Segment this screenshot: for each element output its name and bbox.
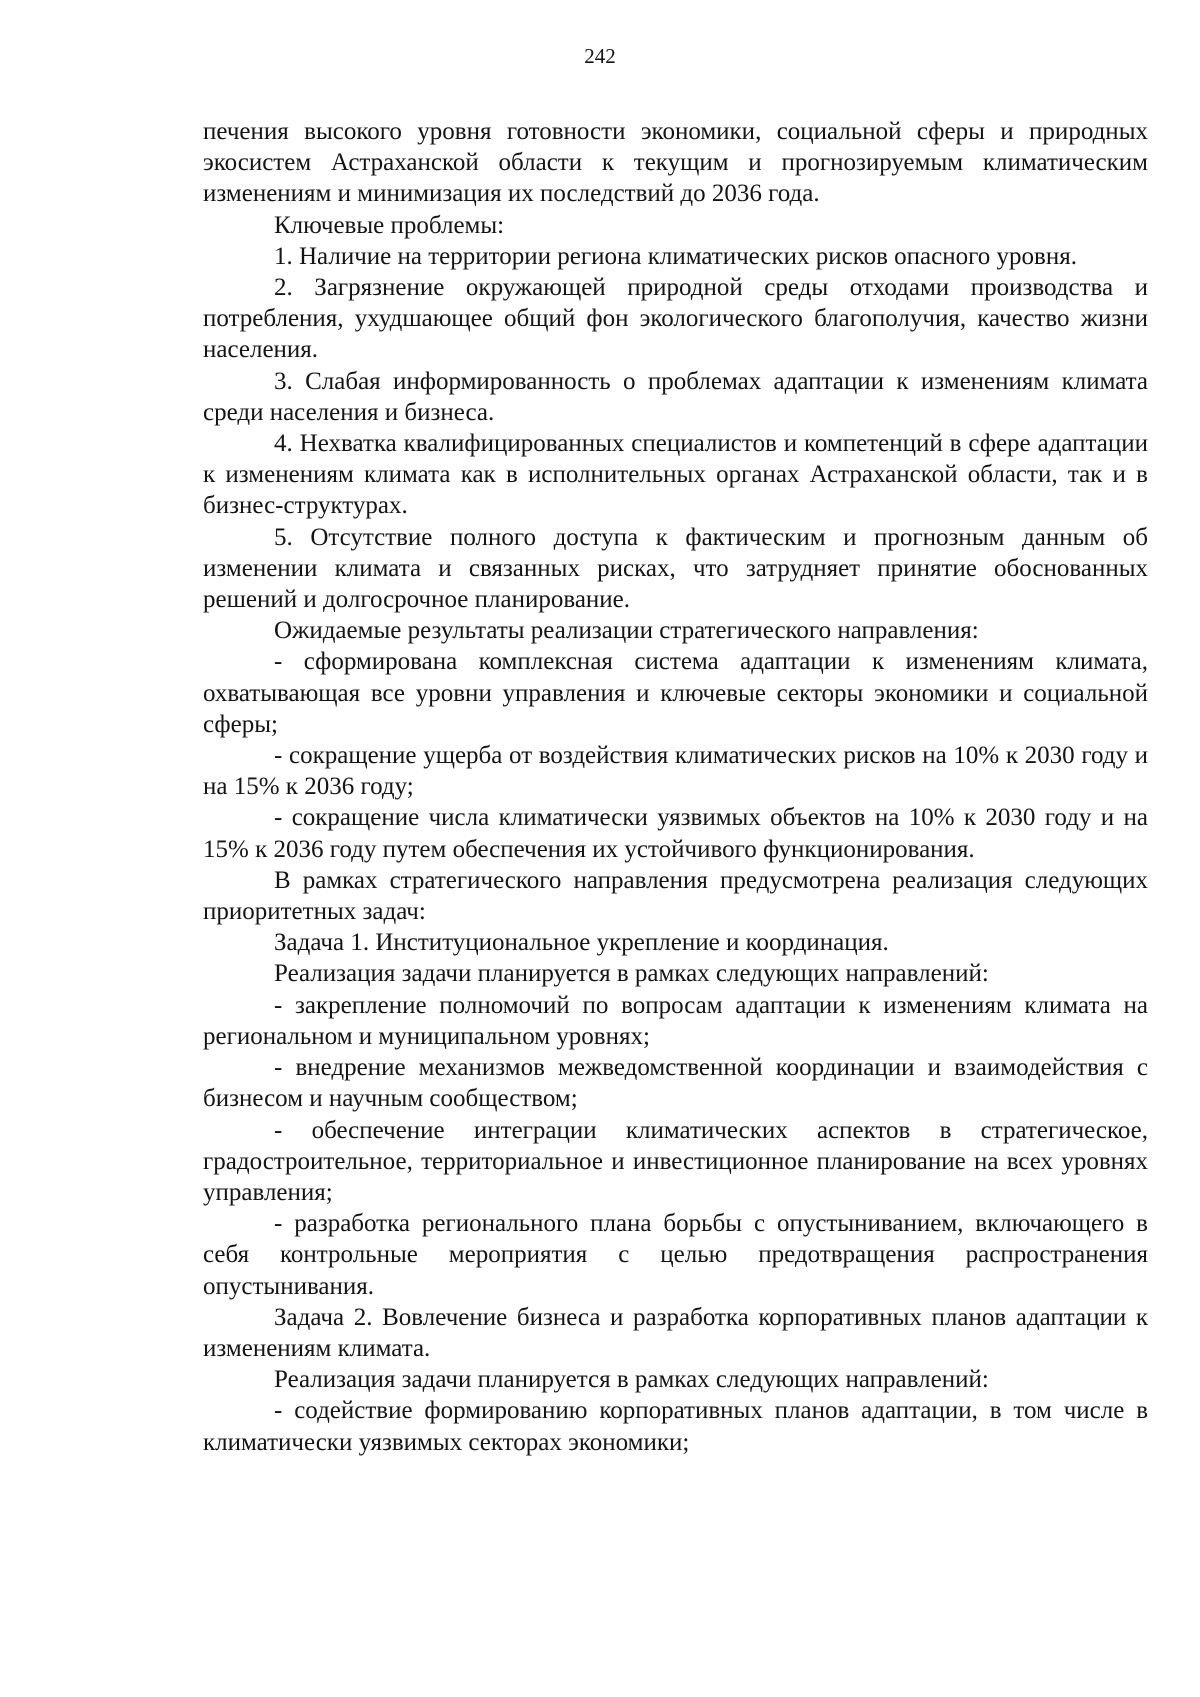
paragraph-result-3: - сокращение числа климатически уязвимых объектов на 10% к 2030 году и на 15% к 2036 году путем обеспечения их устойчивого функционирования. [203,804,1148,863]
paragraph-result-1: - сформирована комплексная система адаптации к изменениям климата, охватывающая все уровни управления и ключевые секторы экономики и социальной сферы; [203,648,1148,738]
page-number: 242 [584,44,616,68]
paragraph-key-problems-heading: Ключевые проблемы: [274,211,505,239]
paragraph-problem-3: 3. Слабая информированность о проблемах адаптации к изменениям климата среди населения и бизнеса. [203,367,1148,426]
paragraph-continuation: печения высокого уровня готовности экономики, социальной сферы и природных экосистем Астраханской области к текущим и прогнозируемым климатическим изменениям и минимизация их последствий до 2036 года. [203,118,1148,208]
paragraph-task-1-item-2: - внедрение механизмов межведомственной координации и взаимодействия с бизнесом и научным сообществом; [203,1054,1148,1113]
paragraph-problem-4: 4. Нехватка квалифицированных специалистов и компетенций в сфере адаптации к изменениям климата как в исполнительных органах Астраханской области, так и в бизнес-структурах. [203,430,1148,520]
paragraph-task-2-directions-intro: Реализация задачи планируется в рамках следующих направлений: [274,1366,989,1394]
paragraph-task-1-item-1: - закрепление полномочий по вопросам адаптации к изменениям климата на региональном и муниципальном уровнях; [203,991,1148,1050]
paragraph-task-1-item-3: - обеспечение интеграции климатических аспектов в стратегическое, градостроительное, территориальное и инвестиционное планирование на всех уровнях управления; [203,1116,1148,1206]
paragraph-expected-results-heading: Ожидаемые результаты реализации стратегического направления: [274,617,979,645]
paragraph-problem-5: 5. Отсутствие полного доступа к фактическим и прогнозным данным об изменении климата и связанных рисках, что затрудняет принятие обоснованных решений и долгосрочное планирование. [203,523,1148,614]
paragraph-problem-1: 1. Наличие на территории региона климатических рисков опасного уровня. [274,242,1077,270]
paragraph-problem-2: 2. Загрязнение окружающей природной среды отходами производства и потребления, ухудшающее общий фон экологического благополучия, качество жизни населения. [203,274,1148,364]
paragraph-task-1-heading: Задача 1. Институциональное укрепление и координация. [274,929,889,957]
body-text [203,116,1148,1458]
paragraph-task-2-item-1: - содействие формированию корпоративных планов адаптации, в том числе в климатически уязвимых секторах экономики; [203,1397,1148,1456]
paragraph-task-1-directions-intro: Реализация задачи планируется в рамках следующих направлений: [274,960,989,988]
paragraph-task-2-heading: Задача 2. Вовлечение бизнеса и разработка корпоративных планов адаптации к изменениям климата. [203,1303,1148,1362]
paragraph-result-2: - сокращение ущерба от воздействия климатических рисков на 10% к 2030 году и на 15% к 2036 году; [203,742,1148,801]
paragraph-task-1-item-4: - разработка регионального плана борьбы с опустыниванием, включающего в себя контрольные мероприятия с целью предотвращения распространения опустынивания. [203,1210,1148,1300]
paragraph-tasks-intro: В рамках стратегического направления предусмотрена реализация следующих приоритетных задач: [203,866,1148,926]
